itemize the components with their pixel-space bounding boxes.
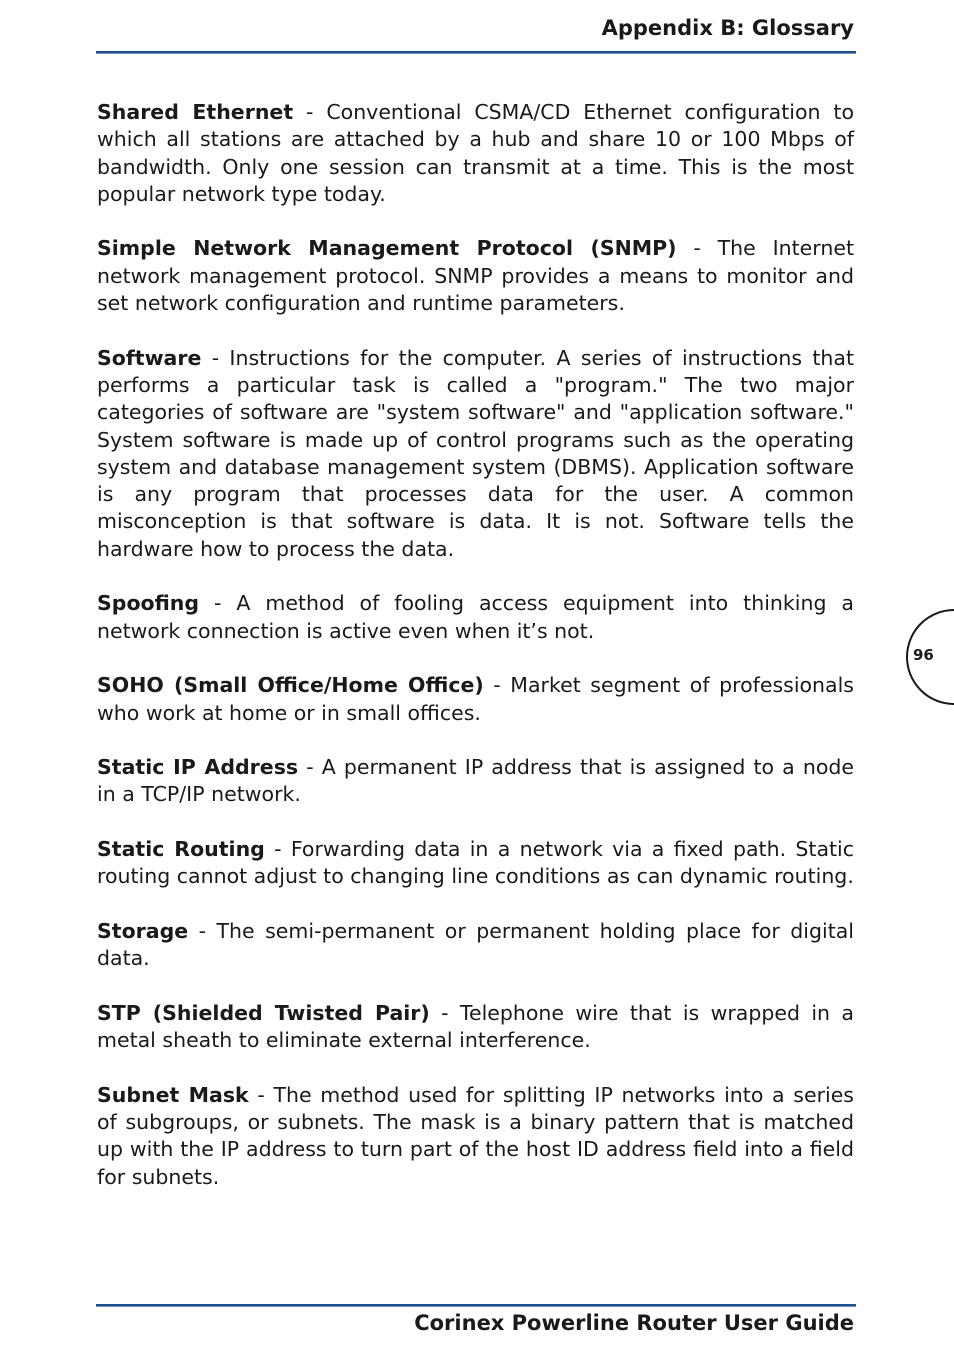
glossary-entry	[97, 590, 854, 645]
glossary-term: Shared Ethernet	[97, 100, 294, 124]
glossary-definition: - A method of fooling access equipment into thinking a network connection is active even when it’s not.	[97, 591, 854, 643]
glossary-definition: - The method used for splitting IP networks into a series of subgroups, or subnets. The mask is a binary pattern that is matched up with the IP address to turn part of the host ID address field into a field for subnets.	[97, 1082, 854, 1189]
glossary-entry	[97, 345, 854, 563]
header-divider	[96, 51, 856, 54]
glossary-entry	[97, 1082, 854, 1191]
glossary-term: Static IP Address	[97, 755, 299, 780]
glossary-definition: - Conventional CSMA/CD Ethernet configuration to which all stations are attached by a hub and share 10 or 100 Mbps of bandwidth. Only one session can transmit at a time. This is the most popular network type today.	[97, 100, 854, 206]
glossary-term: SOHO (Small Office/Home Office)	[97, 673, 484, 698]
glossary-entry	[97, 1000, 854, 1055]
glossary-definition: - The semi-permanent or permanent holding place for digital data.	[97, 918, 854, 971]
page-number: 96	[913, 646, 934, 664]
page-footer-title: Corinex Powerline Router User Guide	[414, 1311, 854, 1335]
glossary-entry	[97, 918, 854, 973]
glossary-entry	[97, 235, 854, 317]
glossary-definition: - Market segment of professionals who work at home or in small offices.	[97, 673, 854, 725]
glossary-definition: - Telephone wire that is wrapped in a metal sheath to eliminate external interference.	[97, 1000, 854, 1053]
glossary-term: Storage	[97, 918, 189, 943]
glossary-entry	[97, 99, 854, 208]
glossary-content	[97, 99, 854, 1218]
glossary-definition: - Instructions for the computer. A series of instructions that performs a particular task is called a "program." The two major categories of software are "system software" and "application software." System software is made up of control programs such as the operating system and database management system (DBMS). Application software is any program that processes data for the user. A common misconception is that software is data. It is not. Software tells the hardware how to process the data.	[97, 345, 854, 561]
glossary-definition: - Forwarding data in a network via a fixed path. Static routing cannot adjust to changing line conditions as can dynamic routing.	[97, 837, 855, 889]
glossary-term: STP (Shielded Twisted Pair)	[97, 1000, 430, 1025]
glossary-entry	[97, 754, 854, 809]
glossary-definition: - The Internet network management protocol. SNMP provides a means to monitor and set network configuration and runtime parameters.	[97, 236, 854, 316]
glossary-entry	[97, 836, 854, 891]
page-header-title: Appendix B: Glossary	[601, 16, 854, 40]
footer-divider	[96, 1304, 856, 1307]
glossary-term: Spoofing	[97, 591, 200, 616]
glossary-definition: - A permanent IP address that is assigned to a node in a TCP/IP network.	[97, 755, 855, 807]
glossary-term: Software	[97, 345, 202, 370]
glossary-term: Simple Network Management Protocol (SNMP)	[97, 236, 677, 261]
glossary-term: Static Routing	[97, 837, 265, 862]
glossary-entry	[97, 672, 854, 727]
glossary-term: Subnet Mask	[97, 1082, 249, 1107]
